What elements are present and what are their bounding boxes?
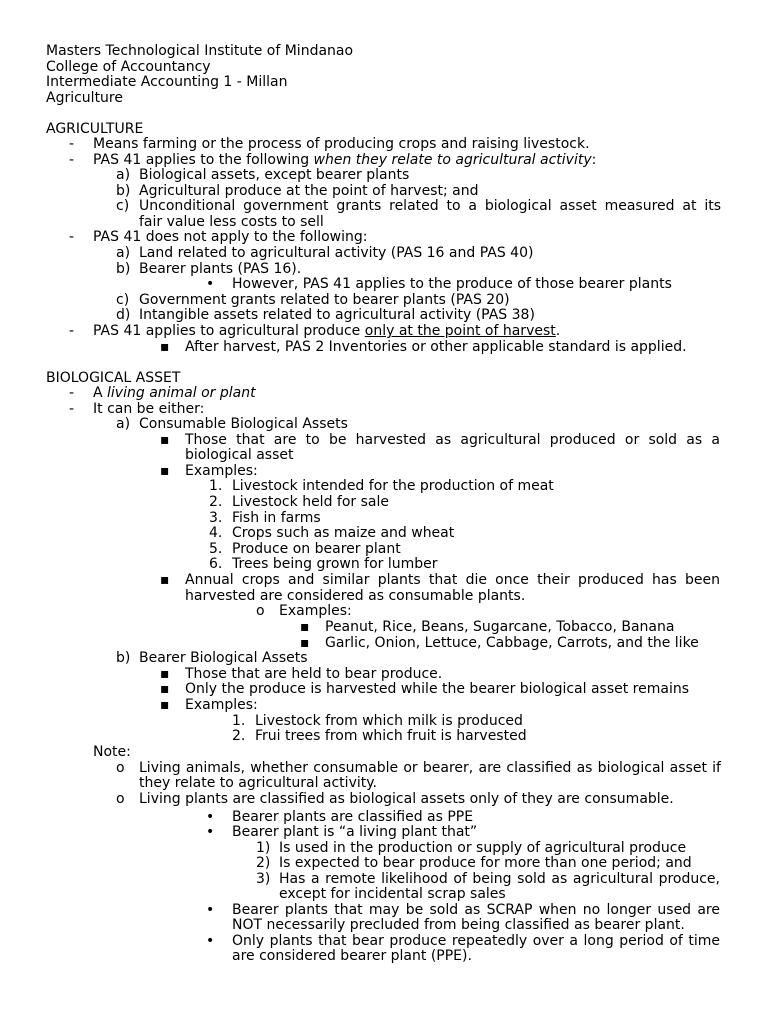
dot-bullet: • bbox=[206, 276, 215, 292]
square-bullet: ▪ bbox=[160, 572, 170, 588]
institute-name: Masters Technological Institute of Mindanao bbox=[46, 43, 354, 59]
pas41-applies: PAS 41 applies to the following when they relate to agricultural activity: bbox=[93, 152, 597, 168]
pas41-produce: PAS 41 applies to agricultural produce only at the point of harvest. bbox=[93, 323, 561, 339]
item-marker: c) bbox=[116, 198, 130, 214]
consumable-desc-line1: Those that are to be harvested as agricultural produced or sold as a bbox=[185, 432, 720, 448]
dot-bullet: • bbox=[206, 824, 215, 840]
square-bullet: ▪ bbox=[160, 666, 170, 682]
applies-item: Agricultural produce at the point of harvest; and bbox=[139, 183, 479, 199]
consumable-example: Crops such as maize and wheat bbox=[232, 525, 455, 541]
pas41-not-apply: PAS 41 does not apply to the following: bbox=[93, 229, 368, 245]
bearer-plants-note: However, PAS 41 applies to the produce of those bearer plants bbox=[232, 276, 672, 292]
scrap-line1: Bearer plants that may be sold as SCRAP when no longer used are bbox=[232, 902, 720, 918]
biological-definition: A living animal or plant bbox=[93, 385, 256, 401]
bearer-point: Those that are held to bear produce. bbox=[185, 666, 443, 682]
item-marker: 1) bbox=[256, 840, 271, 856]
repeated-line1: Only plants that bear produce repeatedly over a long period of time bbox=[232, 933, 720, 949]
consumable-example: Trees being grown for lumber bbox=[232, 556, 438, 572]
square-bullet: ▪ bbox=[160, 681, 170, 697]
consumable-title: Consumable Biological Assets bbox=[139, 416, 348, 432]
dash-bullet: - bbox=[69, 385, 75, 401]
item-marker: 3) bbox=[256, 871, 271, 887]
after-harvest: After harvest, PAS 2 Inventories or other applicable standard is applied. bbox=[185, 339, 687, 355]
item-marker: b) bbox=[116, 261, 131, 277]
bearer-point: Only the produce is harvested while the bearer biological asset remains bbox=[185, 681, 690, 697]
repeated-line2: are considered bearer plant (PPE). bbox=[232, 948, 472, 964]
bearer-criterion: Is expected to bear produce for more than one period; and bbox=[279, 855, 692, 871]
circle-bullet: o bbox=[116, 791, 125, 807]
consumable-example: Livestock held for sale bbox=[232, 494, 389, 510]
not-apply-item: Land related to agricultural activity (PAS 16 and PAS 40) bbox=[139, 245, 534, 261]
scrap-line2: NOT necessarily precluded from being classified as bearer plant. bbox=[232, 917, 685, 933]
either-label: It can be either: bbox=[93, 401, 205, 417]
biological-heading: BIOLOGICAL ASSET bbox=[46, 370, 181, 386]
annual-crops-line1: Annual crops and similar plants that die once their produced has been bbox=[185, 572, 720, 588]
item-marker: 6. bbox=[209, 556, 223, 572]
item-marker: a) bbox=[116, 245, 131, 261]
note-animals-line2: they relate to agricultural activity. bbox=[139, 775, 377, 791]
note-ppe: Bearer plants are classified as PPE bbox=[232, 809, 474, 825]
examples-label: Examples: bbox=[185, 463, 258, 479]
course-name: Intermediate Accounting 1 - Millan bbox=[46, 74, 288, 90]
dot-bullet: • bbox=[206, 933, 215, 949]
agriculture-heading: AGRICULTURE bbox=[46, 121, 144, 137]
college-name: College of Accountancy bbox=[46, 59, 211, 75]
circle-bullet: o bbox=[116, 760, 125, 776]
not-apply-item: Government grants related to bearer plants (PAS 20) bbox=[139, 292, 510, 308]
note-animals-line1: Living animals, whether consumable or bearer, are classified as biological asset if bbox=[139, 760, 721, 776]
dash-bullet: - bbox=[69, 401, 75, 417]
square-bullet: ▪ bbox=[160, 463, 170, 479]
dash-bullet: - bbox=[69, 229, 75, 245]
annual-example: Peanut, Rice, Beans, Sugarcane, Tobacco, Banana bbox=[325, 619, 675, 635]
note-label: Note: bbox=[93, 744, 131, 760]
item-marker: a) bbox=[116, 416, 131, 432]
bearer-example: Livestock from which milk is produced bbox=[255, 713, 523, 729]
circle-bullet: o bbox=[256, 603, 265, 619]
annual-examples-label: Examples: bbox=[279, 603, 352, 619]
consumable-desc-line2: biological asset bbox=[185, 447, 294, 463]
not-apply-item: Intangible assets related to agricultural activity (PAS 38) bbox=[139, 307, 535, 323]
bearer-example: Frui trees from which fruit is harvested bbox=[255, 728, 527, 744]
square-bullet: ▪ bbox=[160, 432, 170, 448]
item-marker: d) bbox=[116, 307, 131, 323]
bearer-criterion: Is used in the production or supply of agricultural produce bbox=[279, 840, 687, 856]
bearer-criterion-line2: except for incidental scrap sales bbox=[279, 886, 506, 902]
item-marker: 4. bbox=[209, 525, 223, 541]
item-marker: 1. bbox=[209, 478, 223, 494]
applies-item: Biological assets, except bearer plants bbox=[139, 167, 410, 183]
dash-bullet: - bbox=[69, 152, 75, 168]
dash-bullet: - bbox=[69, 323, 75, 339]
item-marker: 2. bbox=[232, 728, 246, 744]
item-marker: b) bbox=[116, 650, 131, 666]
agriculture-means: Means farming or the process of producing crops and raising livestock. bbox=[93, 136, 590, 152]
annual-example: Garlic, Onion, Lettuce, Cabbage, Carrots, and the like bbox=[325, 635, 699, 651]
item-marker: 3. bbox=[209, 510, 223, 526]
not-apply-item: Bearer plants (PAS 16). bbox=[139, 261, 302, 277]
bearer-point: Examples: bbox=[185, 697, 258, 713]
dot-bullet: • bbox=[206, 902, 215, 918]
bearer-title: Bearer Biological Assets bbox=[139, 650, 308, 666]
annual-crops-line2: harvested are considered as consumable plants. bbox=[185, 588, 526, 604]
item-marker: 2) bbox=[256, 855, 271, 871]
square-bullet: ▪ bbox=[300, 635, 310, 651]
item-marker: b) bbox=[116, 183, 131, 199]
square-bullet: ▪ bbox=[160, 339, 170, 355]
item-marker: 2. bbox=[209, 494, 223, 510]
item-marker: a) bbox=[116, 167, 131, 183]
bearer-criterion-line1: Has a remote likelihood of being sold as agricultural produce, bbox=[279, 871, 720, 887]
topic-name: Agriculture bbox=[46, 90, 123, 106]
applies-item-line1: Unconditional government grants related to a biological asset measured at its bbox=[139, 198, 721, 214]
item-marker: 1. bbox=[232, 713, 246, 729]
item-marker: 5. bbox=[209, 541, 223, 557]
item-marker: c) bbox=[116, 292, 130, 308]
dash-bullet: - bbox=[69, 136, 75, 152]
note-definition: Bearer plant is “a living plant that” bbox=[232, 824, 478, 840]
consumable-example: Fish in farms bbox=[232, 510, 321, 526]
note-plants: Living plants are classified as biological assets only of they are consumable. bbox=[139, 791, 674, 807]
square-bullet: ▪ bbox=[160, 697, 170, 713]
dot-bullet: • bbox=[206, 809, 215, 825]
applies-item-line2: fair value less costs to sell bbox=[139, 214, 324, 230]
consumable-example: Livestock intended for the production of meat bbox=[232, 478, 554, 494]
square-bullet: ▪ bbox=[300, 619, 310, 635]
consumable-example: Produce on bearer plant bbox=[232, 541, 401, 557]
